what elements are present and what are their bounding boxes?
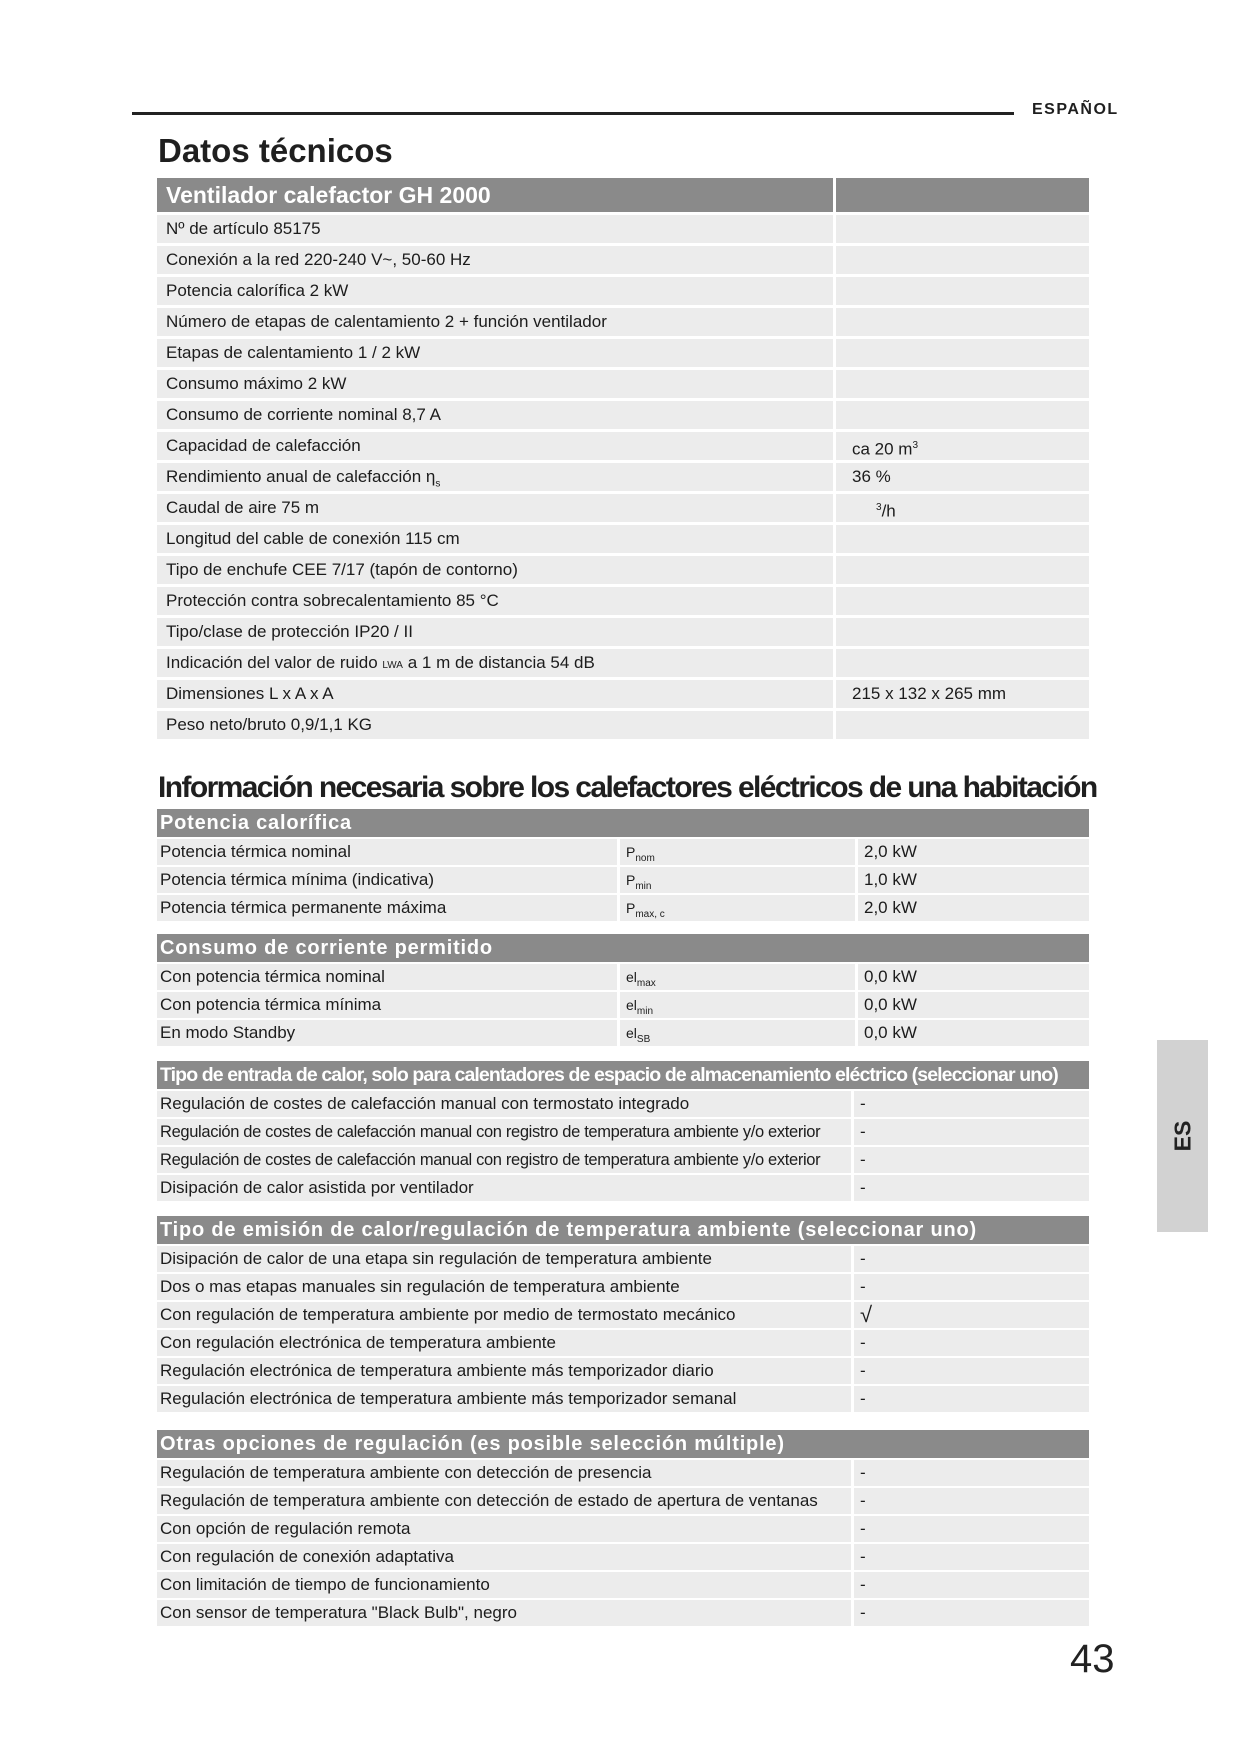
option-row (157, 1600, 1089, 1626)
section-heading: Tipo de entrada de calor, solo para calentadores de espacio de almacenamiento eléctrico (seleccionar uno) (157, 1061, 1089, 1089)
option-value: - (854, 1488, 1089, 1514)
tech-value (836, 401, 1089, 429)
tech-label (157, 339, 833, 367)
tech-value (836, 463, 1089, 491)
spec-label: Con potencia térmica nominal (157, 964, 617, 990)
tech-row (157, 339, 1089, 367)
tech-row (157, 587, 1089, 615)
spec-symbol-subscript: min (635, 880, 652, 892)
option-row (157, 1386, 1089, 1412)
technical-table-title: Ventilador calefactor GH 2000 (157, 178, 833, 212)
tech-row (157, 246, 1089, 274)
spec-value: 2,0 kW (858, 895, 1089, 921)
technical-data-table (157, 178, 1089, 742)
section-other-options (157, 1430, 1089, 1628)
option-row (157, 1516, 1089, 1542)
tech-label (157, 711, 833, 739)
option-row (157, 1147, 1089, 1173)
tech-label (157, 587, 833, 615)
spec-value: 0,0 kW (858, 964, 1089, 990)
tech-label-text: Capacidad de calefacción (166, 436, 361, 455)
option-value: - (854, 1460, 1089, 1486)
option-label: Regulación de costes de calefacción manual con registro de temperatura ambiente y/o exterior (157, 1147, 851, 1173)
tech-label (157, 401, 833, 429)
spec-symbol-base: el (626, 1025, 637, 1041)
tech-label-text-after: a 1 m de distancia 54 dB (402, 653, 595, 672)
tech-row (157, 556, 1089, 584)
spec-symbol-base: P (626, 900, 636, 916)
tech-value (836, 215, 1089, 243)
option-value: - (854, 1516, 1089, 1542)
tech-label (157, 215, 833, 243)
option-label: Dos o mas etapas manuales sin regulación de temperatura ambiente (157, 1274, 851, 1300)
spec-value: 0,0 kW (858, 992, 1089, 1018)
tech-value (836, 370, 1089, 398)
spec-label: En modo Standby (157, 1020, 617, 1046)
option-value: - (854, 1246, 1089, 1272)
option-value: - (854, 1119, 1089, 1145)
technical-table-header (157, 178, 1089, 212)
tech-row (157, 370, 1089, 398)
tech-label (157, 246, 833, 274)
tech-label (157, 649, 833, 677)
tech-value (836, 680, 1089, 708)
option-label: Con limitación de tiempo de funcionamiento (157, 1572, 851, 1598)
tech-row (157, 432, 1089, 460)
info-title: Información necesaria sobre los calefactores eléctricos de una habitación (158, 771, 1097, 804)
option-value: - (854, 1600, 1089, 1626)
tech-label-subscript: s (435, 478, 441, 490)
option-value: - (854, 1358, 1089, 1384)
page-number: 43 (1070, 1637, 1115, 1681)
spec-symbol-subscript: max (636, 977, 656, 989)
option-label: Con regulación de conexión adaptativa (157, 1544, 851, 1570)
option-label: Con sensor de temperatura "Black Bulb", negro (157, 1600, 851, 1626)
option-value: - (854, 1330, 1089, 1356)
spec-row (157, 964, 1089, 990)
section-consumption (157, 934, 1089, 1048)
tech-value-text: /h (881, 501, 896, 521)
section-heading: Potencia calorífica (157, 809, 1089, 837)
tech-value-text: ca 20 m (852, 439, 913, 459)
option-label: Disipación de calor asistida por ventilador (157, 1175, 851, 1201)
tech-label (157, 308, 833, 336)
language-side-tab-label: ES (1169, 1120, 1195, 1152)
tech-label (157, 680, 833, 708)
tech-label (157, 432, 833, 460)
spec-value: 1,0 kW (858, 867, 1089, 893)
option-label: Con regulación de temperatura ambiente por medio de termostato mecánico (157, 1302, 851, 1328)
option-label: Regulación de temperatura ambiente con detección de presencia (157, 1460, 851, 1486)
tech-value (836, 649, 1089, 677)
tech-label (157, 463, 833, 491)
section-heat-input (157, 1061, 1089, 1203)
option-row (157, 1330, 1089, 1356)
tech-label (157, 618, 833, 646)
spec-symbol (620, 867, 855, 893)
tech-value (836, 432, 1089, 460)
section-heading: Otras opciones de regulación (es posible selección múltiple) (157, 1430, 1089, 1458)
option-label: Regulación electrónica de temperatura ambiente más temporizador semanal (157, 1386, 851, 1412)
section-heading: Consumo de corriente permitido (157, 934, 1089, 962)
tech-row (157, 525, 1089, 553)
option-label: Disipación de calor de una etapa sin regulación de temperatura ambiente (157, 1246, 851, 1272)
tech-row (157, 711, 1089, 739)
option-row (157, 1358, 1089, 1384)
tech-label-text: Consumo de corriente nominal 8,7 A (166, 405, 441, 424)
tech-row (157, 494, 1089, 522)
spec-symbol-subscript: nom (635, 852, 655, 864)
tech-row (157, 401, 1089, 429)
tech-label-text: Longitud del cable de conexión 115 cm (166, 529, 460, 548)
option-label: Regulación de costes de calefacción manual con registro de temperatura ambiente y/o exterior (157, 1119, 851, 1145)
spec-row (157, 867, 1089, 893)
spec-label: Potencia térmica nominal (157, 839, 617, 865)
tech-row (157, 277, 1089, 305)
section-heading: Tipo de emisión de calor/regulación de temperatura ambiente (seleccionar uno) (157, 1216, 1089, 1244)
option-value: - (854, 1274, 1089, 1300)
tech-value (836, 618, 1089, 646)
tech-value (836, 525, 1089, 553)
checkmark-icon: √ (854, 1302, 1089, 1328)
tech-label (157, 277, 833, 305)
tech-value (836, 339, 1089, 367)
spec-symbol-subscript: SB (636, 1033, 651, 1045)
option-row (157, 1488, 1089, 1514)
section-heat-output (157, 1216, 1089, 1414)
tech-label (157, 494, 833, 522)
spec-row (157, 895, 1089, 921)
tech-value (836, 556, 1089, 584)
tech-value-superscript: 3 (876, 502, 882, 513)
option-row (157, 1091, 1089, 1117)
option-row (157, 1274, 1089, 1300)
spec-symbol (620, 992, 855, 1018)
spec-symbol-base: el (626, 997, 637, 1013)
tech-row (157, 215, 1089, 243)
tech-label-text: Consumo máximo 2 kW (166, 374, 347, 393)
tech-row (157, 649, 1089, 677)
technical-table-header-blank (836, 178, 1089, 212)
tech-label (157, 525, 833, 553)
spec-row (157, 992, 1089, 1018)
spec-value: 2,0 kW (858, 839, 1089, 865)
option-value: - (854, 1091, 1089, 1117)
option-row (157, 1572, 1089, 1598)
tech-label-text: Peso neto/bruto 0,9/1,1 KG (166, 715, 373, 734)
tech-value (836, 246, 1089, 274)
spec-label: Potencia térmica mínima (indicativa) (157, 867, 617, 893)
language-label: ESPAÑOL (1032, 101, 1119, 118)
tech-value (836, 587, 1089, 615)
language-side-tab (1157, 1040, 1208, 1232)
tech-label-text: Tipo de enchufe CEE 7/17 (tapón de contorno) (166, 560, 518, 579)
spec-symbol (620, 895, 855, 921)
tech-label-text: Protección contra sobrecalentamiento 85 °C (166, 591, 499, 610)
option-row (157, 1544, 1089, 1570)
technical-data-title: Datos técnicos (158, 132, 393, 169)
spec-value: 0,0 kW (858, 1020, 1089, 1046)
option-value: - (854, 1147, 1089, 1173)
spec-symbol-base: P (626, 872, 636, 888)
spec-symbol-subscript: max, c (635, 908, 665, 920)
tech-label-text: Rendimiento anual de calefacción η (166, 467, 436, 486)
option-value: - (854, 1544, 1089, 1570)
option-value: - (854, 1572, 1089, 1598)
tech-value-superscript: 3 (912, 440, 919, 451)
option-row (157, 1302, 1089, 1328)
option-row (157, 1119, 1089, 1145)
header-rule (132, 112, 1014, 115)
tech-label-symbol: LWA (382, 660, 403, 671)
option-label: Regulación de costes de calefacción manual con termostato integrado (157, 1091, 851, 1117)
tech-value-text: 215 x 132 x 265 mm (852, 684, 1007, 703)
spec-symbol (620, 839, 855, 865)
tech-value-text: 36 % (852, 467, 891, 486)
option-value: - (854, 1175, 1089, 1201)
tech-label-text: Dimensiones L x A x A (166, 684, 334, 703)
tech-value (836, 494, 1089, 522)
spec-symbol (620, 1020, 855, 1046)
spec-label: Con potencia térmica mínima (157, 992, 617, 1018)
option-label: Regulación de temperatura ambiente con detección de estado de apertura de ventanas (157, 1488, 851, 1514)
tech-label-text: Etapas de calentamiento 1 / 2 kW (166, 343, 421, 362)
tech-value (836, 711, 1089, 739)
section-heat-power (157, 809, 1089, 923)
spec-symbol-base: P (626, 844, 636, 860)
tech-row (157, 463, 1089, 491)
tech-row (157, 308, 1089, 336)
option-row (157, 1175, 1089, 1201)
option-label: Con opción de regulación remota (157, 1516, 851, 1542)
tech-label-text: Caudal de aire 75 m (166, 498, 320, 517)
spec-symbol-base: el (626, 969, 637, 985)
spec-symbol (620, 964, 855, 990)
spec-row (157, 1020, 1089, 1046)
tech-value (836, 277, 1089, 305)
option-row (157, 1460, 1089, 1486)
tech-label-text: Potencia calorífica 2 kW (166, 281, 349, 300)
tech-label-text: Nº de artículo 85175 (166, 219, 321, 238)
tech-label (157, 556, 833, 584)
tech-label (157, 370, 833, 398)
tech-label-text: Tipo/clase de protección IP20 / II (166, 622, 413, 641)
tech-label-text: Conexión a la red 220-240 V~, 50-60 Hz (166, 250, 471, 269)
option-label: Regulación electrónica de temperatura ambiente más temporizador diario (157, 1358, 851, 1384)
option-row (157, 1246, 1089, 1272)
spec-symbol-subscript: min (636, 1005, 654, 1017)
spec-label: Potencia térmica permanente máxima (157, 895, 617, 921)
option-label: Con regulación electrónica de temperatura ambiente (157, 1330, 851, 1356)
tech-label-text: Indicación del valor de ruido (166, 653, 383, 672)
tech-value (836, 308, 1089, 336)
tech-label-text: Número de etapas de calentamiento 2 + función ventilador (166, 312, 607, 331)
tech-row (157, 680, 1089, 708)
tech-row (157, 618, 1089, 646)
option-value: - (854, 1386, 1089, 1412)
spec-row (157, 839, 1089, 865)
